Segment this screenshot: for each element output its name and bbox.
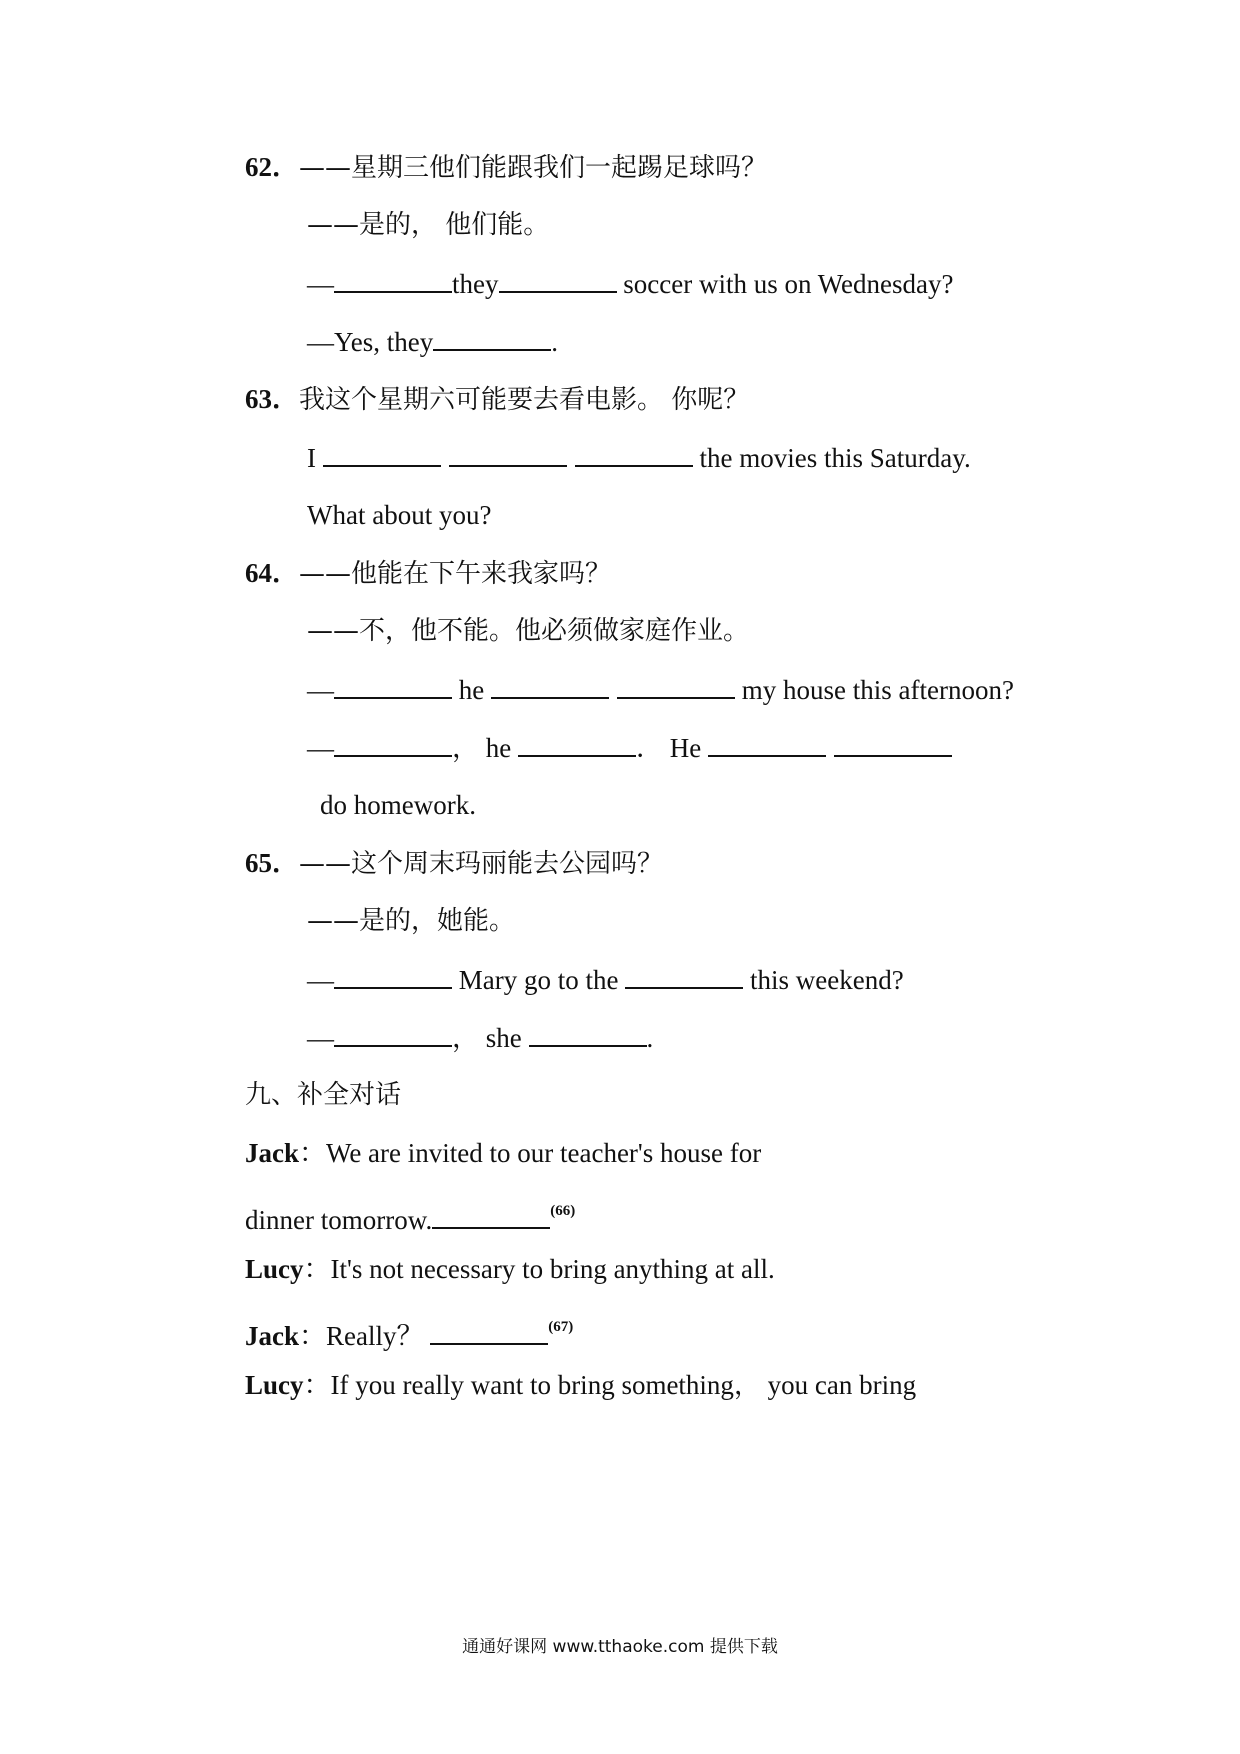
question-number: 62． [245, 152, 299, 182]
chinese-prompt: 我这个星期六可能要去看电影。 你呢？ [299, 385, 750, 415]
q63-english-line2: What about you? [307, 500, 492, 530]
q63-question [245, 381, 749, 418]
footer-watermark: 通通好课网 www.tthaoke.com 提供下载 [462, 1637, 778, 1657]
q62-question [245, 149, 767, 186]
speaker-name: Jack [245, 1138, 299, 1168]
answer-blank[interactable] [449, 439, 567, 467]
q65-english-a [307, 1019, 653, 1056]
period: . [646, 1023, 654, 1053]
q62-answer-zh: ——是的， 他们能。 [307, 210, 550, 240]
q64-question [245, 555, 611, 592]
dialog-line [245, 1135, 761, 1171]
dash: — [307, 675, 334, 705]
answer-blank[interactable] [334, 265, 452, 293]
q65-answer-zh: ——是的，她能。 [307, 906, 516, 936]
sentence-tail: my house this afternoon? [734, 675, 1014, 705]
colon: ： [303, 1370, 331, 1400]
answer-blank[interactable] [625, 961, 743, 989]
q65-english-q [307, 961, 904, 998]
answer-blank[interactable] [575, 439, 693, 467]
sentence-tail: the movies this Saturday. [692, 443, 971, 473]
answer-blank[interactable] [432, 1201, 550, 1229]
dialog-line [245, 1309, 573, 1354]
q62-english-q [307, 265, 954, 302]
colon: ： [299, 1321, 326, 1351]
answer-blank[interactable] [529, 1019, 647, 1047]
colon: ： [299, 1138, 326, 1168]
blank-number: (66) [550, 1203, 576, 1219]
word: he [452, 675, 491, 705]
answer-blank[interactable] [834, 729, 952, 757]
answer-blank[interactable] [323, 439, 441, 467]
answer-blank[interactable] [617, 671, 735, 699]
answer-blank[interactable] [334, 961, 452, 989]
sentence-tail: soccer with us on Wednesday? [616, 269, 954, 299]
q65-question [245, 845, 663, 882]
q64-english-line5: do homework. [320, 790, 476, 820]
answer-blank[interactable] [499, 265, 617, 293]
answer-blank[interactable] [708, 729, 826, 757]
chinese-prompt: ——他能在下午来我家吗？ [299, 559, 612, 589]
chinese-prompt: ——星期三他们能跟我们一起踢足球吗？ [299, 153, 768, 183]
answer-blank[interactable] [430, 1317, 548, 1345]
answer-blank[interactable] [334, 729, 452, 757]
speaker-name: Jack [245, 1321, 299, 1351]
word: she [479, 1023, 529, 1053]
answer-blank[interactable] [334, 671, 452, 699]
word: they [452, 269, 499, 299]
q62-english-a [307, 323, 558, 360]
word: I [307, 443, 323, 473]
dialog-text: We are invited to our teacher's house for [326, 1138, 762, 1168]
comma: ， [452, 733, 479, 763]
answer-blank[interactable] [334, 1019, 452, 1047]
dialog-text: It's not necessary to bring anything at all. [330, 1254, 775, 1284]
sentence-mid: Mary go to the [452, 965, 626, 995]
speaker-name: Lucy [245, 1370, 304, 1400]
answer-blank[interactable] [491, 671, 609, 699]
question-number: 63． [245, 384, 299, 414]
answer-blank[interactable] [433, 323, 551, 351]
dialog-line [245, 1193, 575, 1238]
sentence-tail: this weekend? [743, 965, 904, 995]
dialog-text: If you really want to bring something， you can bring [330, 1370, 917, 1400]
question-number: 65． [245, 848, 299, 878]
blank-number: (67) [548, 1319, 574, 1335]
colon: ： [303, 1254, 331, 1284]
period: ． [635, 733, 663, 763]
dash: — [307, 733, 334, 763]
comma: ， [452, 1023, 479, 1053]
word: He [662, 733, 708, 763]
speaker-name: Lucy [245, 1254, 304, 1284]
q64-english-a [307, 729, 952, 766]
dialog-text: dinner tomorrow. [245, 1205, 433, 1235]
word: he [479, 733, 518, 763]
q64-english-q [307, 671, 1014, 708]
dialog-line [245, 1251, 775, 1287]
dash: — [307, 965, 334, 995]
dialog-text: Really？ [326, 1321, 431, 1351]
answer-blank[interactable] [518, 729, 636, 757]
period: . [551, 327, 559, 357]
dash: — [307, 269, 334, 299]
q64-answer-zh: ——不，他不能。他必须做家庭作业。 [307, 616, 750, 646]
section-title: 九、补全对话 [245, 1080, 402, 1110]
question-number: 64． [245, 558, 299, 588]
q63-english [307, 439, 971, 476]
dash: — [307, 1023, 334, 1053]
answer-prefix: —Yes, they [307, 327, 434, 357]
chinese-prompt: ——这个周末玛丽能去公园吗？ [299, 849, 664, 879]
dialog-line [245, 1367, 916, 1403]
